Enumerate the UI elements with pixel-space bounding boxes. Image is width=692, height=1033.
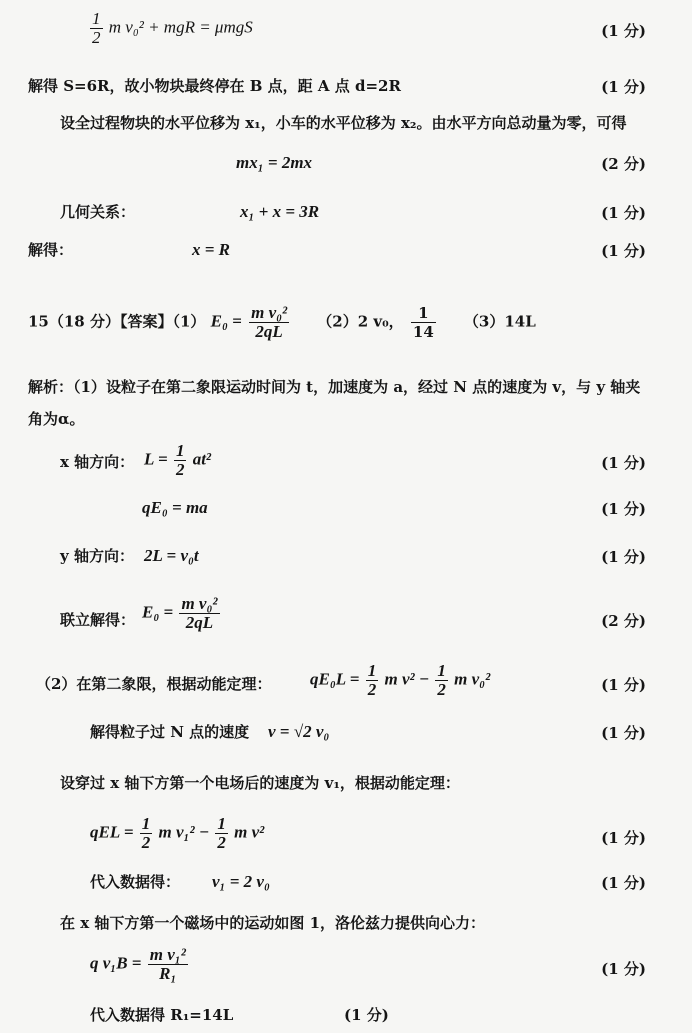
label-geometry: 几何关系： (60, 203, 136, 221)
fraction-1-14 (411, 304, 436, 341)
score-15: (1 分) (601, 724, 646, 742)
fraction-num: 1 (141, 814, 151, 833)
lorentz-label: q v₁B = (90, 953, 142, 973)
fraction-den: 2 (175, 460, 185, 479)
fraction-num: 1 (92, 9, 101, 28)
equation-v: v = √2 v₀ (268, 722, 330, 741)
fraction-num: m v₀² (251, 303, 288, 322)
equation-geometry: x₁ + x = 3R (240, 202, 320, 221)
fraction-e0 (179, 595, 219, 632)
fraction-half (174, 442, 187, 479)
e0-label: E₀ = (142, 602, 174, 622)
fraction-den: 2 (217, 833, 226, 852)
equation-energy (88, 10, 253, 47)
line-solve-s: 解得 S=6R，故小物块最终停在 B 点，距 A 点 d=2R (28, 77, 401, 95)
fraction-num: 1 (367, 661, 377, 680)
label-combined: 联立解得： (60, 611, 136, 629)
answer-15 (28, 304, 536, 341)
label-x-axis: x 轴方向： (60, 453, 135, 471)
score-4: (2 分) (601, 155, 646, 173)
score-14: (1 分) (601, 676, 646, 694)
answer-part3: （3）14L (463, 312, 536, 331)
equation-y-axis: 2L = v₀t (144, 546, 199, 565)
fraction-half (435, 662, 448, 699)
fraction-half (215, 815, 228, 852)
fraction-half (366, 662, 379, 699)
score-10: (1 分) (601, 454, 646, 472)
equation-energy-3: qEL = $\frac{1}{2}$ m v₁² − $\frac{1}{2}$ m v² (90, 814, 265, 852)
equation-momentum: mx₁ = 2mx (236, 153, 313, 172)
line-r1: 代入数据得 R₁=14L (90, 1006, 234, 1024)
answer-label: 15（18 分）【答案】（1） (28, 312, 206, 331)
score-11: (1 分) (601, 500, 646, 518)
fraction-half (140, 815, 153, 852)
equation-text: m v₀² + mgR = μmgS (108, 17, 253, 37)
label-solve: 解得： (28, 241, 74, 259)
label-y-axis: y 轴方向： (60, 547, 134, 565)
equation-x-axis: L = $\frac{1}{2}$ at² (144, 441, 212, 479)
answer-e0: E₀ = (210, 311, 242, 331)
score-18: (1 分) (601, 874, 646, 892)
label-n-speed: 解得粒子过 N 点的速度 (90, 723, 250, 741)
fraction-den: 2 (92, 28, 101, 47)
line-magnetic-setup: 在 x 轴下方第一个磁场中的运动如图 1，洛伦兹力提供向心力： (60, 914, 486, 932)
fraction-num: 1 (411, 304, 436, 323)
line-field-setup: 设穿过 x 轴下方第一个电场后的速度为 v₁，根据动能定理： (60, 774, 460, 792)
score-12: (1 分) (601, 548, 646, 566)
score-17: (1 分) (601, 829, 646, 847)
score-5: (1 分) (601, 204, 646, 222)
fraction-e0 (249, 304, 289, 341)
analysis-intro: 解析：（1）设粒子在第二象限运动时间为 t，加速度为 a，经过 N 点的速度为 v，与 y 轴夹 (28, 378, 641, 396)
label-substitute: 代入数据得： (90, 873, 181, 891)
fraction-den: 2qL (185, 613, 214, 632)
equation-v1: v₁ = 2 v₀ (212, 872, 270, 891)
equation-qe0: qE₀ = ma (142, 498, 208, 517)
fraction-num: m v₀² (181, 594, 218, 613)
label-part2: （2）在第二象限，根据动能定理： (36, 675, 272, 693)
equation-e0 (142, 595, 222, 632)
score-13: (2 分) (601, 612, 646, 630)
fraction-num: m v₁² (149, 945, 186, 964)
fraction-half (90, 10, 103, 47)
fraction-num: 1 (437, 661, 446, 680)
fraction-den: R₁ (159, 964, 177, 983)
answer-part2: （2）2 v₀， (317, 312, 404, 331)
score-2: (1 分) (601, 78, 646, 96)
fraction-den: 14 (412, 323, 434, 341)
equation-energy-2: qE₀L = $\frac{1}{2}$ m v² − $\frac{1}{2}$ m v₀² (310, 661, 491, 699)
fraction-num: 1 (217, 814, 226, 833)
fraction-lorentz (148, 946, 188, 983)
equation-x: x = R (192, 240, 231, 259)
fraction-num: 1 (175, 441, 185, 460)
fraction-den: 2qL (255, 322, 283, 341)
fraction-den: 2 (367, 680, 377, 699)
line-displacement-setup: 设全过程物块的水平位移为 x₁，小车的水平位移为 x₂。由水平方向总动量为零，可得 (60, 114, 627, 132)
equation-lorentz (90, 946, 190, 983)
score-20: (1 分) (601, 960, 646, 978)
fraction-den: 2 (141, 833, 151, 852)
score-1: (1 分) (601, 22, 646, 40)
score-21: (1 分) (344, 1006, 389, 1024)
analysis-intro-cont: 角为α。 (28, 410, 85, 428)
fraction-den: 2 (437, 680, 446, 699)
score-6: (1 分) (601, 242, 646, 260)
